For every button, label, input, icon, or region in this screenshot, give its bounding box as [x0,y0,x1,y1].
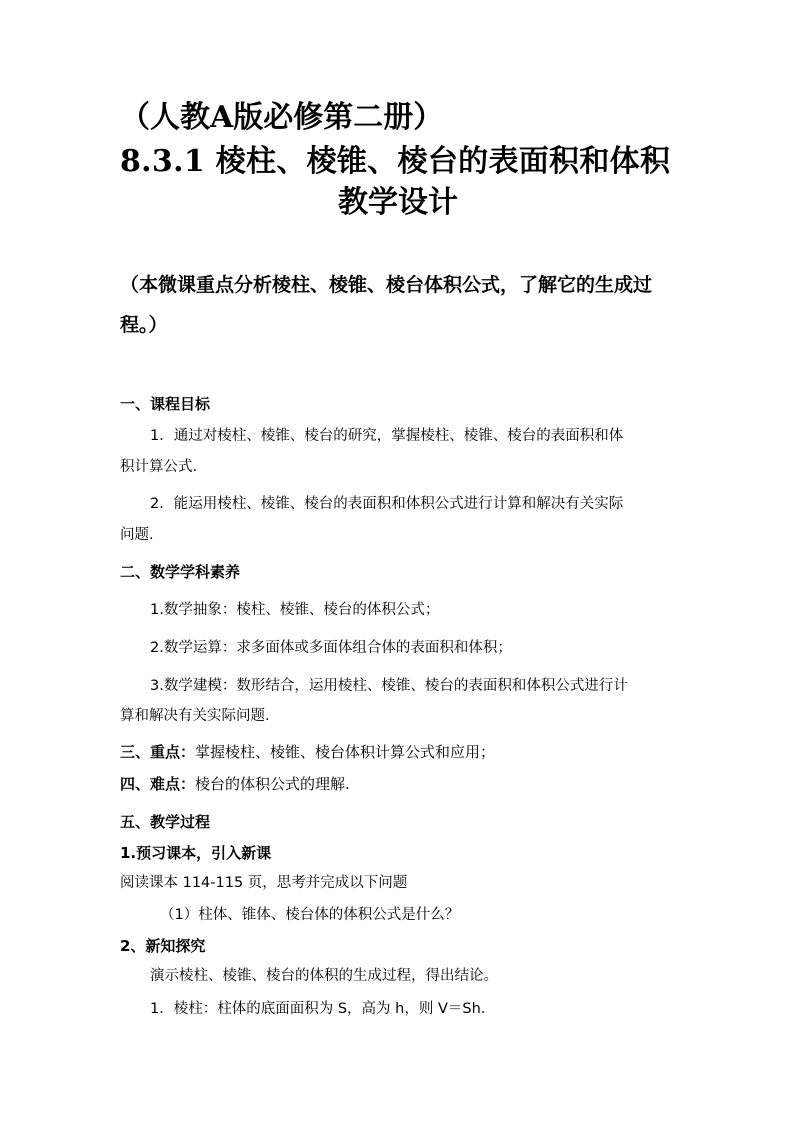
section-3-heading: 三、重点： [120,743,196,761]
section-2-item-2: 2.数学运算：求多面体或多面体组合体的表面积和体积； [150,640,512,656]
title-line-1: （人教A版必修第二册） [120,100,444,135]
title-line-2: 8.3.1 棱柱、棱锥、棱台的表面积和体积 [120,144,671,179]
section-2-item-3-line2: 算和解决有关实际问题. [120,708,270,724]
section-4-heading: 四、难点： [120,775,196,793]
section-2-item-1: 1.数学抽象：棱柱、棱锥、棱台的体积公式； [150,602,440,618]
section-1-p1-line2: 积计算公式. [120,459,198,475]
step-1-heading: 1.预习课本，引入新课 [120,844,272,862]
step-2-item-1: 1．棱柱：柱体的底面面积为 S，高为 h，则 V＝Sh. [150,1001,486,1017]
title-line-3: 教学设计 [338,185,458,220]
section-1-p2-line1: 2．能运用棱柱、棱锥、棱台的表面积和体积公式进行计算和解决有关实际 [150,496,624,512]
section-1-p2-line2: 问题. [120,527,154,543]
step-2-text: 演示棱柱、棱锥、棱台的体积的生成过程，得出结论。 [150,968,498,984]
section-4 [120,774,350,794]
section-3-text: 掌握棱柱、棱锥、棱台体积计算公式和应用； [195,743,496,761]
section-2-heading: 二、数学学科素养 [120,563,241,581]
section-4-text: 棱台的体积公式的理解. [195,775,350,793]
step-2-heading: 2、新知探究 [120,937,206,955]
section-5-heading: 五、教学过程 [120,813,211,831]
section-1-p1-line1: 1．通过对棱柱、棱锥、棱台的研究，掌握棱柱、棱锥、棱台的表面积和体 [150,428,624,444]
section-1-heading: 一、课程目标 [120,395,211,413]
subtitle-note: （本微课重点分析棱柱、棱锥、棱台体积公式，了解它的生成过程。） [120,274,653,336]
section-3 [120,742,495,762]
step-1-text: 阅读课本 114-115 页，思考并完成以下问题 [120,875,408,891]
section-2-item-3-line1: 3.数学建模：数形结合，运用棱柱、棱锥、棱台的表面积和体积公式进行计 [150,678,628,694]
step-1-question: （1）柱体、锥体、棱台体的体积公式是什么？ [160,907,460,923]
